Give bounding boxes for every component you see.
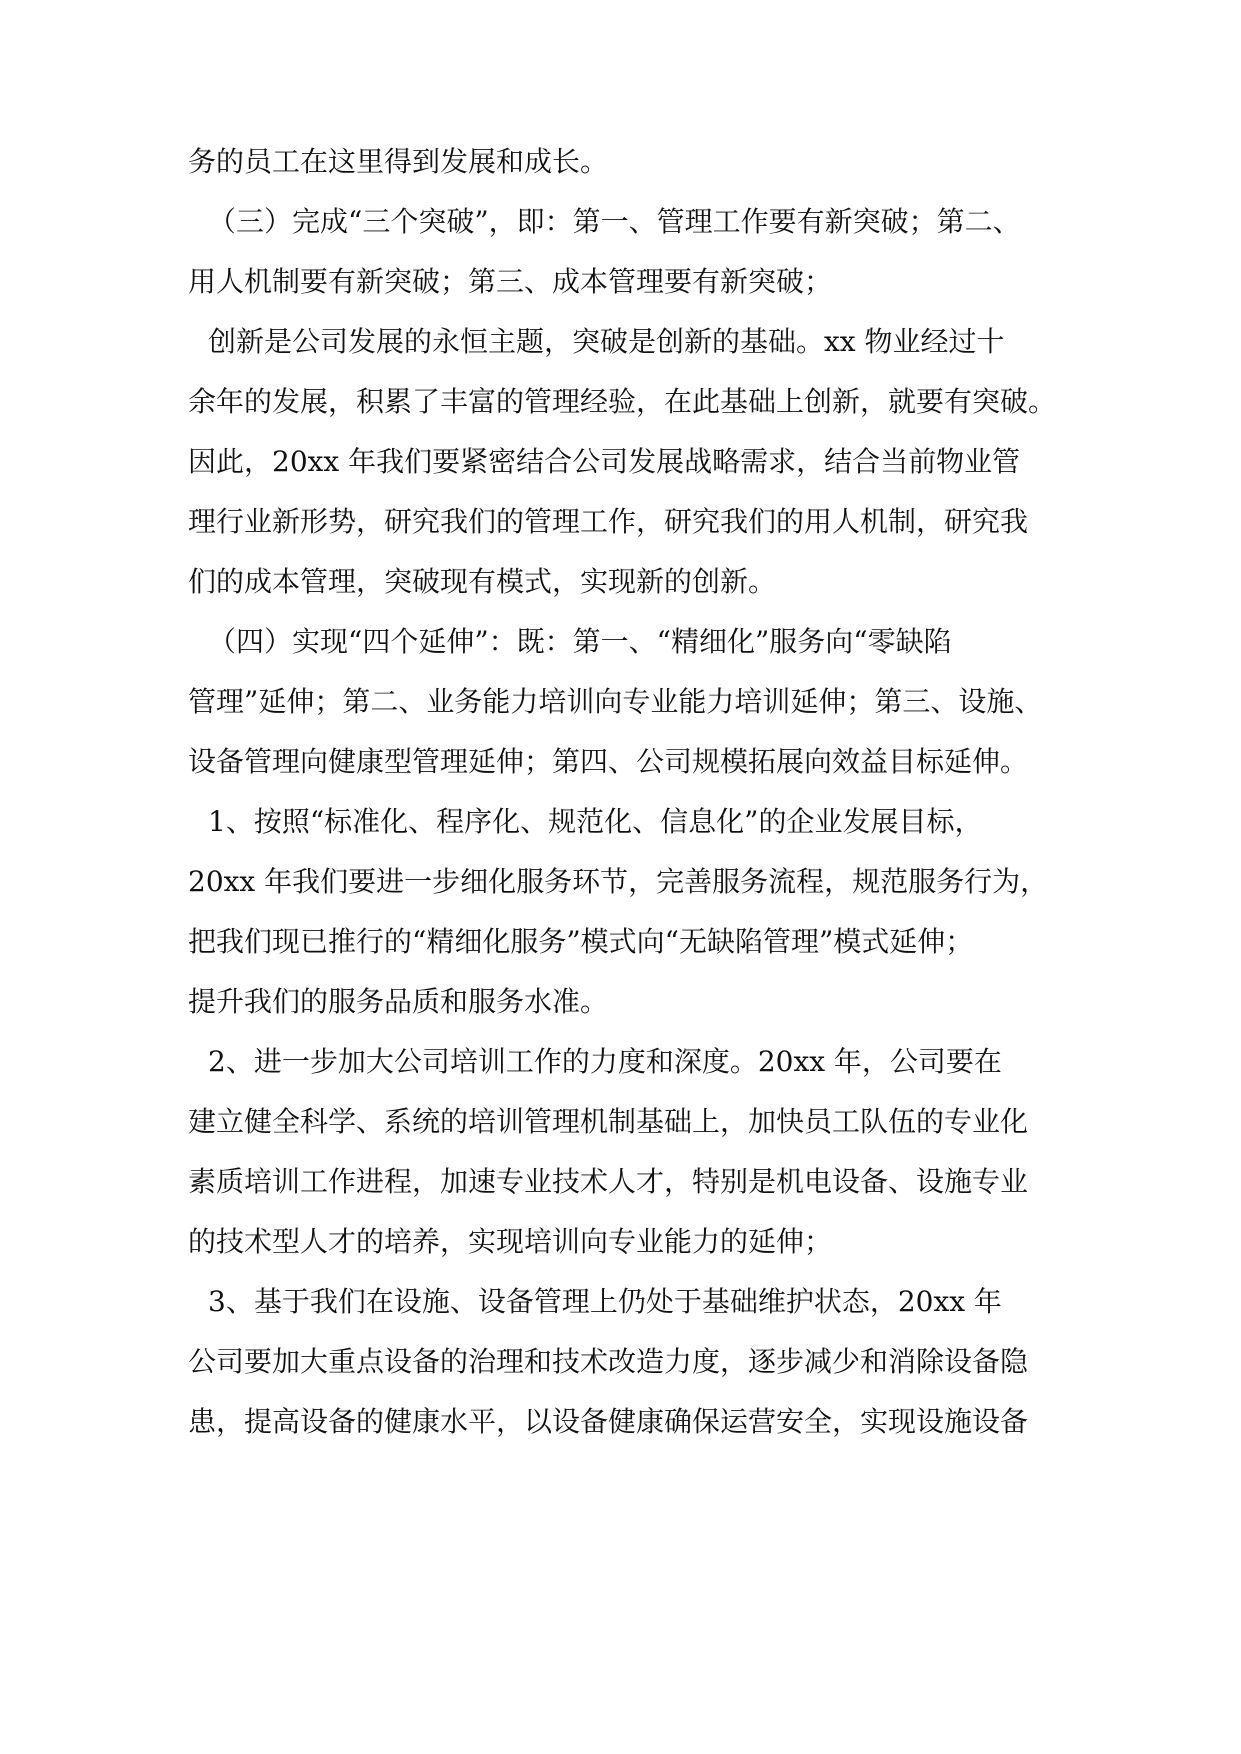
text-line: 创新是公司发展的永恒主题，突破是创新的基础。xx 物业经过十 xyxy=(208,325,1005,358)
text-line: 2、进一步加大公司培训工作的力度和深度。20xx 年，公司要在 xyxy=(208,1045,1002,1078)
text-line: （三）完成“三个突破”，即：第一、管理工作要有新突破；第二、 xyxy=(208,205,1021,238)
text-line: 素质培训工作进程，加速专业技术人才，特别是机电设备、设施专业 xyxy=(188,1165,1029,1198)
text-line: 把我们现已推行的“精细化服务”模式向“无缺陷管理”模式延伸； xyxy=(188,925,974,958)
text-line: 公司要加大重点设备的治理和技术改造力度，逐步减少和消除设备隐 xyxy=(188,1345,1029,1378)
text-line: 因此，20xx 年我们要紧密结合公司发展战略需求，结合当前物业管 xyxy=(188,445,1021,478)
text-line: 余年的发展，积累了丰富的管理经验，在此基础上创新，就要有突破。 xyxy=(188,385,1057,418)
text-line: 1、按照“标准化、程序化、规范化、信息化”的企业发展目标， xyxy=(208,805,983,838)
text-line: 20xx 年我们要进一步细化服务环节，完善服务流程，规范服务行为， xyxy=(188,865,1049,898)
text-line: 们的成本管理，突破现有模式，实现新的创新。 xyxy=(188,565,777,598)
text-line: （四）实现“四个延伸”：既：第一、“精细化”服务向“零缺陷 xyxy=(208,625,952,658)
text-line: 管理”延伸；第二、业务能力培训向专业能力培训延伸；第三、设施、 xyxy=(188,685,1043,718)
text-line: 建立健全科学、系统的培训管理机制基础上，加快员工队伍的专业化 xyxy=(188,1105,1029,1138)
text-line: 设备管理向健康型管理延伸；第四、公司规模拓展向效益目标延伸。 xyxy=(188,745,1029,778)
text-line: 用人机制要有新突破；第三、成本管理要有新突破； xyxy=(188,265,833,298)
text-line: 的技术型人才的培养，实现培训向专业能力的延伸； xyxy=(188,1225,833,1258)
text-line: 提升我们的服务品质和服务水准。 xyxy=(188,985,609,1018)
text-line: 患，提高设备的健康水平，以设备健康确保运营安全，实现设施设备 xyxy=(188,1405,1029,1438)
text-line: 务的员工在这里得到发展和成长。 xyxy=(188,145,609,178)
text-line: 3、基于我们在设施、设备管理上仍处于基础维护状态，20xx 年 xyxy=(208,1285,1002,1318)
text-line: 理行业新形势，研究我们的管理工作，研究我们的用人机制，研究我 xyxy=(188,505,1029,538)
